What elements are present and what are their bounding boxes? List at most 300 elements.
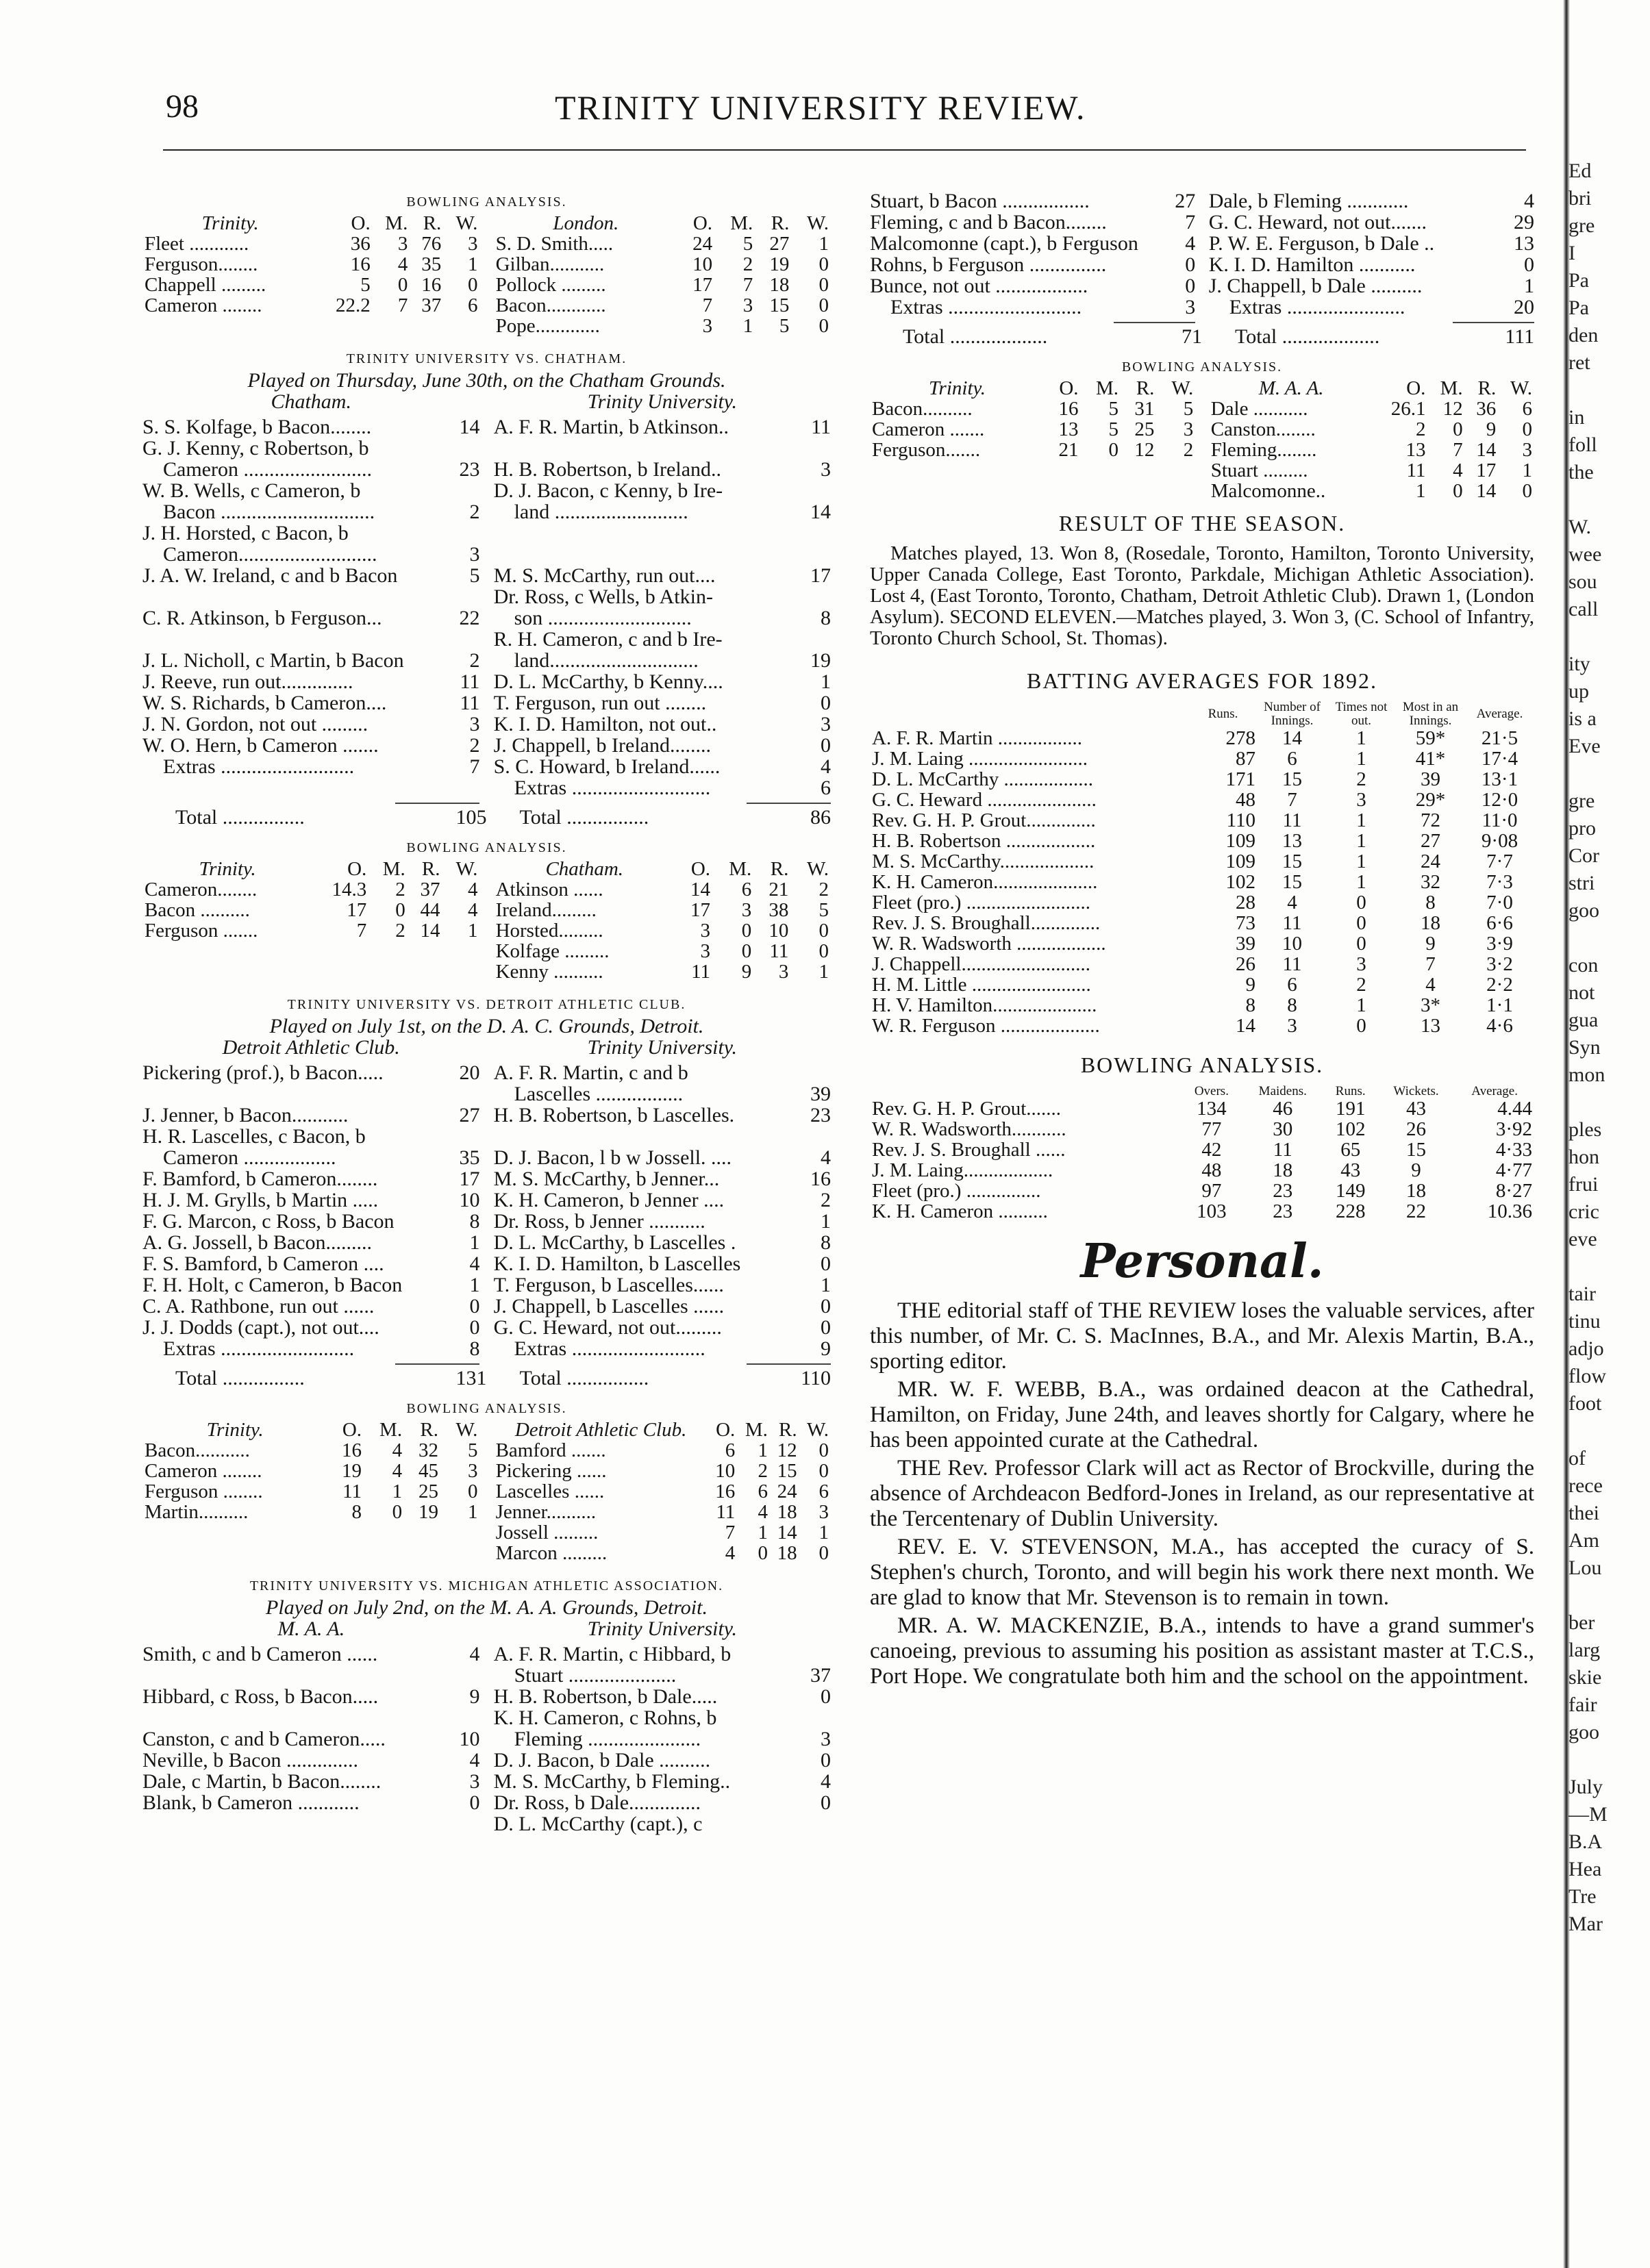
batsman-score: 2 — [469, 734, 480, 757]
batsman-entry: Extras ....................... — [1229, 296, 1405, 318]
batsman-name: G. C. Heward ...................... — [872, 789, 1097, 811]
batsman-score: 29 — [1514, 211, 1534, 234]
bowler-m: 7 — [742, 274, 753, 296]
edge-fragment: —M — [1568, 1803, 1608, 1826]
batsman-entry: S. S. Kolfage, b Bacon........ — [142, 416, 372, 438]
batsman-row — [494, 522, 831, 544]
batsman-score: 4 — [1524, 190, 1534, 212]
batsman-row — [142, 1771, 479, 1792]
edge-fragment: gre — [1568, 790, 1595, 812]
bowler-m: 3 — [741, 899, 752, 921]
batsman-entry: M. S. McCarthy, run out.... — [493, 564, 716, 587]
bowling-overs: 48 — [1201, 1159, 1222, 1181]
bowling-wickets: 43 — [1406, 1098, 1427, 1120]
bowler-w: 1 — [467, 920, 478, 942]
bowling-overs: 42 — [1201, 1139, 1222, 1161]
bowler-name: Jenner.......... — [495, 1501, 597, 1523]
batsman-score: 8 — [469, 1210, 480, 1233]
batsman-entry: K. H. Cameron, c Rohns, b — [493, 1706, 717, 1729]
batting-avg: 7·7 — [1486, 850, 1513, 872]
edge-fragment: larg — [1568, 1639, 1601, 1661]
bowling-maidens: 23 — [1273, 1200, 1293, 1222]
bowling-maidens: 11 — [1273, 1139, 1292, 1161]
batsman-row — [494, 501, 831, 522]
batsman-entry: Extras ........................... — [514, 777, 711, 799]
batsman-entry: Malcomonne (capt.), b Ferguson — [870, 232, 1138, 255]
batting-inn: 15 — [1282, 871, 1302, 893]
batsman-row — [142, 1338, 479, 1359]
batsman-score: 1 — [821, 670, 831, 693]
batsman-row — [1209, 297, 1534, 318]
bowler-o: 16 — [350, 253, 371, 275]
batsman-row — [494, 650, 831, 671]
edge-fragment: pro — [1568, 817, 1596, 840]
batting-no: 1 — [1356, 748, 1366, 770]
batsman-entry: H. J. M. Grylls, b Martin ..... — [142, 1189, 379, 1211]
column-header: M. — [385, 212, 408, 234]
bowler-r: 36 — [1476, 398, 1497, 420]
batting-row — [870, 995, 1534, 1016]
bowler-m: 5 — [1108, 398, 1118, 420]
bowler-name: Cameron........ — [145, 879, 258, 900]
bowler-w: 1 — [818, 233, 829, 255]
batsman-score: 0 — [821, 1316, 831, 1339]
bowler-w: 5 — [467, 1439, 478, 1461]
batsman-row — [142, 607, 479, 629]
bowler-row — [142, 234, 479, 254]
batting-avg: 17·4 — [1481, 748, 1518, 770]
bowling-header: Overs. — [1194, 1084, 1229, 1098]
batsman-entry: K. I. D. Hamilton ........... — [1208, 253, 1416, 276]
personal-heading: Personal. — [1080, 1234, 1324, 1289]
edge-fragment: fair — [1568, 1693, 1597, 1716]
batting-inn: 15 — [1282, 768, 1302, 790]
bowling-analysis-title: BOWLING ANALYSIS. — [406, 1401, 567, 1416]
bowler-r: 15 — [769, 294, 790, 316]
team-name: Trinity University. — [587, 1036, 737, 1059]
batting-inn: 10 — [1282, 933, 1302, 955]
batsman-entry: Dale, c Martin, b Bacon........ — [142, 1770, 382, 1793]
bowler-w: 6 — [1522, 398, 1532, 420]
batsman-row — [142, 501, 479, 522]
batting-no: 3 — [1356, 789, 1366, 811]
column-header: R. — [770, 858, 789, 880]
batting-runs: 39 — [1236, 933, 1255, 955]
batting-avg: 7·3 — [1486, 871, 1513, 893]
batsman-row — [1209, 233, 1534, 254]
batsman-row — [494, 1189, 831, 1211]
bowler-name: Canston........ — [1210, 418, 1316, 440]
batsman-row — [142, 1728, 479, 1750]
batsman-row — [142, 1083, 479, 1105]
match-subtitle: Played on July 2nd, on the M. A. A. Grounds, Detroit. — [266, 1596, 708, 1619]
bowler-name: Rev. G. H. P. Grout....... — [872, 1098, 1062, 1120]
bowler-r: 27 — [769, 233, 790, 255]
column-header: R. — [421, 858, 440, 880]
batsman-entry: J. Chappell, b Lascelles ...... — [493, 1295, 725, 1318]
batsman-entry: G. C. Heward, not out....... — [1208, 211, 1427, 234]
bowler-r: 19 — [769, 253, 790, 275]
batsman-row — [870, 254, 1195, 275]
batting-runs: 73 — [1236, 912, 1255, 934]
batsman-entry: D. J. Bacon, l b w Jossell. .... — [493, 1146, 732, 1169]
batsman-score: 3 — [821, 1728, 831, 1750]
match-chatham — [142, 349, 831, 828]
batting-runs: 110 — [1226, 809, 1255, 831]
column-header: M. — [730, 212, 753, 234]
batsman-score: 14 — [810, 501, 831, 523]
batsman-name: A. F. R. Martin ................. — [872, 727, 1083, 749]
bowler-w: 3 — [1522, 439, 1532, 461]
batsman-row — [494, 1643, 831, 1665]
batsman-entry: M. S. McCarthy, b Jenner... — [493, 1168, 720, 1190]
bowling-analysis-detroit — [142, 1398, 831, 1563]
bowler-row — [142, 1481, 479, 1502]
match-title: TRINITY UNIVERSITY VS. DETROIT ATHLETIC CLUB. — [287, 997, 686, 1012]
bowler-name: Cameron ........ — [145, 1460, 262, 1482]
total-label: Total ................... — [1235, 325, 1380, 348]
edge-fragment: ber — [1568, 1611, 1595, 1634]
bowler-o: 5 — [360, 274, 371, 296]
batsman-entry: Cameron .................. — [163, 1146, 336, 1169]
personal-paragraph: MR. W. F. WEBB, B.A., was ordained deacon at the Cathedral, Hamilton, on Friday, June 24th, and leaves shortly for Calgary, where he has been appointed curate at the Cathedral. — [870, 1377, 1534, 1452]
bowler-row — [142, 295, 479, 316]
batsman-score: 8 — [821, 607, 831, 629]
batting-inn: 6 — [1287, 748, 1297, 770]
bowler-name: Malcomonne.. — [1210, 480, 1326, 502]
batsman-entry: J. J. Dodds (capt.), not out.... — [142, 1316, 379, 1339]
batsman-entry: Rohns, b Ferguson ............... — [870, 253, 1107, 276]
bowling-avg: 4.44 — [1497, 1098, 1532, 1120]
edge-fragment: Cor — [1568, 844, 1599, 867]
bowler-o: 13 — [1405, 439, 1426, 461]
edge-fragment: up — [1568, 680, 1589, 703]
batsman-entry: A. F. R. Martin, c and b — [493, 1061, 688, 1084]
edge-fragment: B.A — [1568, 1830, 1603, 1853]
column-header: W. — [455, 1419, 478, 1441]
bowler-o: 10 — [715, 1460, 736, 1482]
batsman-entry: Dr. Ross, c Wells, b Atkin- — [493, 585, 713, 608]
total-value: 111 — [1505, 325, 1534, 348]
bowler-name: Atkinson ...... — [495, 879, 603, 900]
batsman-score: 35 — [459, 1146, 480, 1169]
batsman-row — [142, 692, 479, 714]
edge-fragment: July — [1568, 1776, 1603, 1798]
column-header: R. — [423, 212, 442, 234]
column-header: O. — [1059, 377, 1079, 399]
bowler-o: 7 — [356, 920, 367, 942]
bowler-o: 11 — [342, 1480, 362, 1502]
batting-runs: 28 — [1236, 892, 1255, 914]
batsman-row — [142, 586, 479, 607]
bowler-r: 14 — [777, 1522, 797, 1544]
bowler-m: 1 — [392, 1480, 403, 1502]
batsman-row — [142, 1792, 479, 1813]
bowler-name: Stuart ......... — [1210, 459, 1308, 481]
batsman-name: Rev. G. H. P. Grout.............. — [872, 809, 1096, 831]
bowling-runs: 65 — [1340, 1139, 1361, 1161]
team-name: London. — [553, 212, 619, 234]
bowling-header: Maidens. — [1258, 1084, 1307, 1098]
bowler-m: 4 — [1453, 459, 1463, 481]
bowler-w: 4 — [467, 879, 478, 900]
column-header: O. — [347, 858, 367, 880]
batsman-score: 6 — [821, 777, 831, 799]
bowler-w: 0 — [818, 940, 829, 962]
column-header: R. — [1477, 377, 1497, 399]
edge-fragment: ity — [1568, 653, 1590, 675]
batsman-entry: Extras .......................... — [514, 1337, 705, 1360]
bowler-o: 14 — [690, 879, 711, 900]
batsman-entry: D. L. McCarthy, b Kenny.... — [493, 670, 723, 693]
batsman-entry: Lascelles ................. — [514, 1083, 684, 1105]
bowler-w: 1 — [467, 1501, 478, 1523]
batting-no: 2 — [1356, 768, 1366, 790]
batting-row — [870, 872, 1534, 892]
bowling-analysis-chatham — [142, 837, 831, 982]
batting-row — [870, 769, 1534, 790]
bowler-r: 12 — [1134, 439, 1155, 461]
batsman-score: 9 — [469, 1685, 480, 1708]
bowler-o: 7 — [725, 1522, 736, 1544]
batsman-score: 27 — [1175, 190, 1196, 212]
bowler-m: 4 — [392, 1439, 403, 1461]
batsman-name: M. S. McCarthy................... — [872, 850, 1095, 872]
edge-fragment: wee — [1568, 543, 1602, 566]
bowling-runs: 149 — [1335, 1180, 1366, 1202]
batsman-row — [494, 1792, 831, 1813]
bowler-name: Pickering ...... — [495, 1460, 607, 1482]
bowling-wickets: 18 — [1406, 1180, 1427, 1202]
batsman-score: 0 — [821, 1791, 831, 1814]
bowler-m: 5 — [1108, 418, 1118, 440]
bowler-r: 25 — [418, 1480, 438, 1502]
bowling-runs: 43 — [1340, 1159, 1361, 1181]
bowler-w: 2 — [818, 879, 829, 900]
batting-avg: 12·0 — [1481, 789, 1518, 811]
batsman-row — [494, 1296, 831, 1317]
bowling-header: Average. — [1471, 1084, 1518, 1098]
bowler-name: Cameron ....... — [872, 418, 985, 440]
batting-row — [870, 851, 1534, 872]
bowler-row — [142, 275, 479, 295]
bowler-m: 2 — [395, 920, 405, 942]
batsman-row — [494, 1126, 831, 1147]
bowler-row — [142, 1502, 479, 1522]
bowling-wickets: 15 — [1406, 1139, 1427, 1161]
bowler-m: 0 — [392, 1501, 403, 1523]
batsman-entry: H. B. Robertson, b Dale..... — [493, 1685, 718, 1708]
batsman-score: 4 — [821, 755, 831, 778]
bowler-name: Horsted......... — [495, 920, 603, 942]
bowler-w: 4 — [467, 899, 478, 921]
bowler-w: 0 — [818, 294, 829, 316]
batting-no: 0 — [1356, 1015, 1366, 1037]
bowling-runs: 102 — [1335, 1118, 1366, 1140]
bowler-w: 3 — [467, 1460, 478, 1482]
batsman-score: 0 — [469, 1316, 480, 1339]
batsman-score: 1 — [821, 1210, 831, 1233]
batsman-row — [494, 1728, 831, 1750]
batsman-row — [142, 1296, 479, 1317]
batting-avg: 1·1 — [1486, 994, 1513, 1016]
bowler-o: 6 — [725, 1439, 736, 1461]
batsman-row — [494, 1665, 831, 1686]
bowler-o: 3 — [700, 940, 711, 962]
bowler-m: 0 — [741, 920, 752, 942]
batsman-entry: K. I. D. Hamilton, b Lascelles — [493, 1252, 741, 1275]
bowler-name: Fleet ............ — [145, 233, 249, 255]
batsman-entry: D. J. Bacon, b Dale .......... — [493, 1749, 711, 1772]
batsman-entry: Stuart ..................... — [514, 1664, 677, 1687]
batsman-row — [494, 1083, 831, 1105]
bowler-w: 0 — [818, 1542, 829, 1564]
bowler-r: 5 — [779, 315, 790, 337]
batting-inn: 11 — [1282, 912, 1302, 934]
batsman-entry: Pickering (prof.), b Bacon..... — [142, 1061, 384, 1084]
batsman-score: 3 — [821, 713, 831, 735]
edge-fragment: goo — [1568, 1721, 1599, 1743]
batting-row — [870, 892, 1534, 913]
team-name: Detroit Athletic Club. — [514, 1419, 687, 1441]
edge-fragment: gua — [1568, 1009, 1599, 1031]
bowling-maidens: 18 — [1273, 1159, 1293, 1181]
batsman-score: 3 — [821, 458, 831, 481]
team-name: Trinity. — [201, 212, 259, 234]
bowler-m: 0 — [741, 940, 752, 962]
batsman-entry: land .......................... — [514, 501, 688, 523]
batsman-row — [494, 1274, 831, 1296]
edge-fragment: thei — [1568, 1502, 1599, 1524]
bowler-m: 1 — [742, 315, 753, 337]
batting-most: 8 — [1425, 892, 1436, 914]
batsman-entry: J. A. W. Ireland, c and b Bacon — [142, 564, 398, 587]
edge-fragment: eve — [1568, 1228, 1597, 1250]
team-name: M. A. A. — [1258, 377, 1324, 399]
bowler-w: 6 — [818, 1480, 829, 1502]
batsman-entry: J. Chappell, b Ireland........ — [493, 734, 711, 757]
bowler-w: 0 — [818, 1460, 829, 1482]
batsman-row — [142, 1062, 479, 1083]
batsman-row — [142, 1232, 479, 1253]
bowler-m: 2 — [758, 1460, 768, 1482]
batsman-entry: D. L. McCarthy, b Lascelles . — [493, 1231, 736, 1254]
edge-fragment: den — [1568, 324, 1599, 346]
batsman-row — [142, 629, 479, 650]
team-name: Trinity University. — [587, 390, 737, 413]
edge-fragment — [1568, 1746, 1650, 1774]
batting-inn: 3 — [1287, 1015, 1297, 1037]
edge-fragment: rece — [1568, 1474, 1603, 1497]
batsman-score: 7 — [469, 755, 480, 778]
bowling-overs: 103 — [1197, 1200, 1227, 1222]
batsman-entry: G. C. Heward, not out......... — [493, 1316, 722, 1339]
batsman-score: 4 — [469, 1749, 480, 1772]
bowler-m: 1 — [758, 1522, 768, 1544]
batting-no: 1 — [1356, 994, 1366, 1016]
batting-header: Most in an Innings. — [1402, 700, 1459, 728]
batting-avg: 6·6 — [1486, 912, 1513, 934]
batsman-score: 37 — [810, 1664, 831, 1687]
batsman-row — [494, 1707, 831, 1728]
bowler-m: 12 — [1442, 398, 1463, 420]
bowler-row — [142, 1461, 479, 1481]
personal-paragraph: MR. A. W. MACKENZIE, B.A., intends to have a grand summer's canoeing, previous to assuming his position as assistant master at T.C.S., Port Hope. We congratulate both him and the school on the appointment. — [870, 1613, 1534, 1689]
batsman-entry: Smith, c and b Cameron ...... — [142, 1643, 378, 1665]
batsman-row — [142, 1686, 479, 1707]
bowler-w: 0 — [467, 274, 478, 296]
left-column — [142, 192, 831, 1835]
batsman-entry: W. S. Richards, b Cameron.... — [142, 692, 387, 714]
batsman-row — [870, 190, 1195, 212]
column-header: M. — [1440, 377, 1463, 399]
edge-fragment — [1568, 1089, 1650, 1116]
column-header: R. — [1136, 377, 1155, 399]
bowler-r: 14 — [420, 920, 440, 942]
batsman-entry: Cameron........................... — [163, 543, 377, 566]
batting-row — [870, 1016, 1534, 1036]
batsman-entry: Fleming ...................... — [514, 1728, 701, 1750]
bowling-header: Wickets. — [1393, 1084, 1439, 1098]
total-value: 105 — [455, 806, 487, 829]
team-name: Chatham. — [271, 390, 351, 413]
batting-no: 0 — [1356, 892, 1366, 914]
batsman-row — [494, 438, 831, 459]
batsman-row — [142, 522, 479, 544]
edge-fragment: of — [1568, 1447, 1586, 1470]
column-header: R. — [779, 1419, 797, 1441]
bowler-o: 8 — [351, 1501, 362, 1523]
batsman-score: 2 — [469, 649, 480, 672]
batsman-name: J. M. Laing ........................ — [872, 748, 1088, 770]
total-label: Total ................ — [519, 806, 649, 829]
batsman-score: 2 — [821, 1189, 831, 1211]
batsman-score: 4 — [821, 1146, 831, 1169]
batsman-row — [494, 714, 831, 735]
batsman-row — [1209, 254, 1534, 275]
edge-fragment — [1568, 1253, 1650, 1281]
batsman-entry: A. F. R. Martin, c Hibbard, b — [493, 1643, 732, 1665]
column-header: W. — [807, 212, 829, 234]
batsman-score: 7 — [1185, 211, 1196, 234]
bowling-avg: 8·27 — [1495, 1180, 1532, 1202]
bowler-o: 3 — [700, 920, 711, 942]
column-header: M. — [729, 858, 752, 880]
bowler-w: 0 — [467, 1480, 478, 1502]
bowler-w: 3 — [1183, 418, 1194, 440]
batsman-row — [494, 1686, 831, 1707]
batsman-score: 3 — [469, 543, 480, 566]
batting-no: 3 — [1356, 953, 1366, 975]
total-label: Total ................ — [519, 1367, 649, 1389]
batsman-entry: G. J. Kenny, c Robertson, b — [142, 437, 369, 459]
edge-fragment: Lou — [1568, 1557, 1602, 1579]
batsman-score: 4 — [469, 1252, 480, 1275]
batting-most: 7 — [1425, 953, 1436, 975]
batsman-row — [142, 438, 479, 459]
batsman-entry: Extras .......................... — [890, 296, 1082, 318]
batting-inn: 7 — [1287, 789, 1297, 811]
bowler-o: 14.3 — [332, 879, 367, 900]
batsman-entry: Canston, c and b Cameron..... — [142, 1728, 386, 1750]
batting-no: 0 — [1356, 912, 1366, 934]
bowler-row — [494, 316, 831, 336]
bowling-overs: 97 — [1201, 1180, 1222, 1202]
match-michigan-continued — [870, 190, 1534, 347]
bowler-r: 12 — [777, 1439, 797, 1461]
bowler-r: 15 — [777, 1460, 797, 1482]
batting-runs: 278 — [1225, 727, 1255, 749]
